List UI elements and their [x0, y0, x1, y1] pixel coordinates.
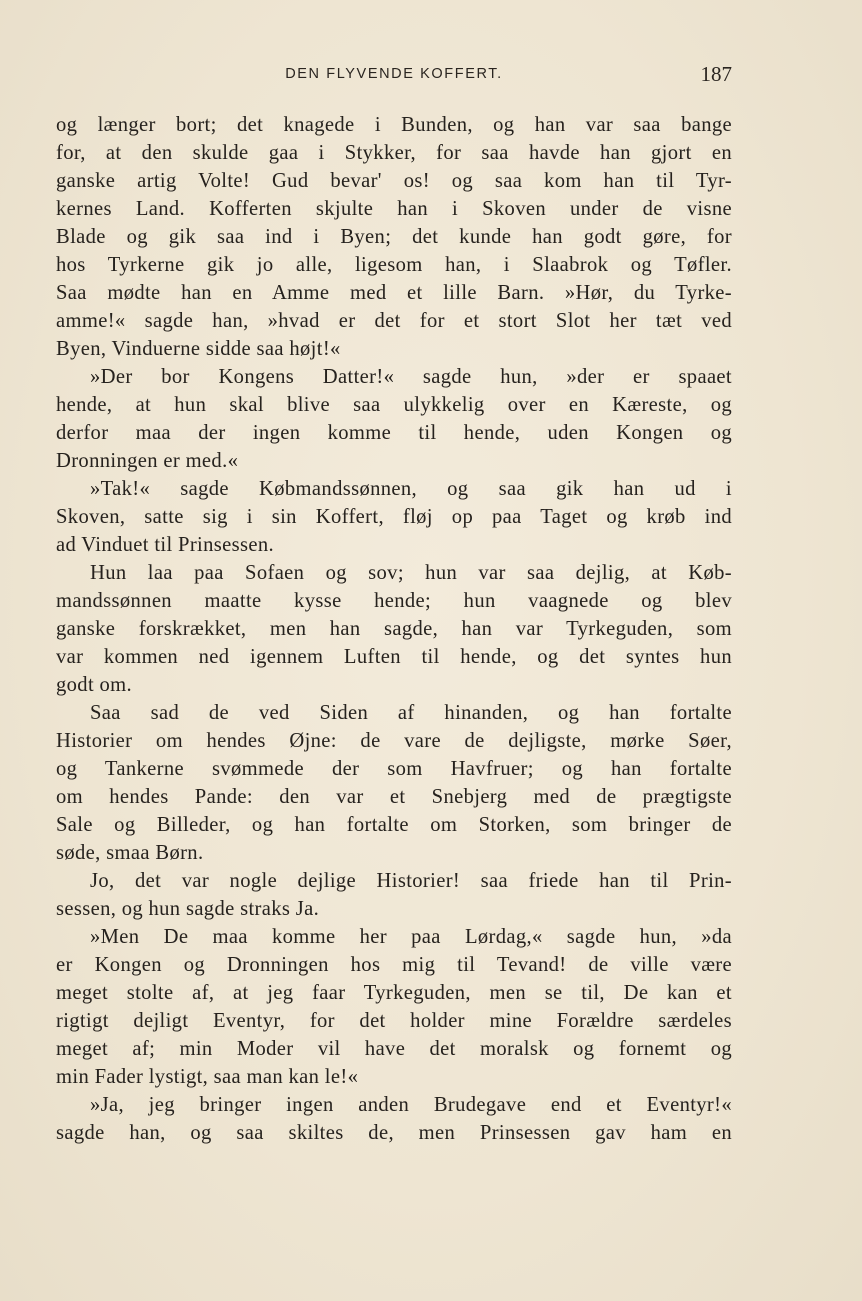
text-line: mandssønnen maatte kysse hende; hun vaagnede og blev	[56, 590, 732, 612]
text-line: godt om.	[56, 674, 133, 696]
text-line: søde, smaa Børn.	[56, 842, 204, 864]
text-line: og Tankerne svømmede der som Havfruer; og han fortalte	[56, 758, 732, 780]
text-line: Byen, Vinduerne sidde saa højt!«	[56, 338, 341, 360]
text-line: min Fader lystigt, saa man kan le!«	[56, 1066, 359, 1088]
text-line: Sale og Billeder, og han fortalte om Storken, som bringer de	[56, 814, 732, 836]
text-line: ad Vinduet til Prinsessen.	[56, 534, 274, 556]
text-line: rigtigt dejligt Eventyr, for det holder mine Forældre særdeles	[56, 1010, 732, 1032]
text-line: sagde han, og saa skiltes de, men Prinsessen gav ham en	[56, 1122, 732, 1144]
text-line: amme!« sagde han, »hvad er det for et stort Slot her tæt ved	[56, 310, 732, 332]
text-line: Hun laa paa Sofaen og sov; hun var saa dejlig, at Køb-	[90, 562, 732, 584]
page-header	[56, 62, 732, 86]
text-line: og længer bort; det knagede i Bunden, og han var saa bange	[56, 114, 732, 136]
text-line: »Ja, jeg bringer ingen anden Brudegave end et Eventyr!«	[90, 1094, 732, 1116]
text-line: »Men De maa komme her paa Lørdag,« sagde hun, »da	[90, 926, 732, 948]
text-line: derfor maa der ingen komme til hende, uden Kongen og	[56, 422, 732, 444]
text-line: Jo, det var nogle dejlige Historier! saa friede han til Prin-	[90, 870, 732, 892]
body-text	[56, 111, 732, 1147]
text-line: Skoven, satte sig i sin Koffert, fløj op paa Taget og krøb ind	[56, 506, 732, 528]
text-line: meget af; min Moder vil have det moralsk og fornemt og	[56, 1038, 732, 1060]
text-line: Blade og gik saa ind i Byen; det kunde han godt gøre, for	[56, 226, 732, 248]
text-line: hende, at hun skal blive saa ulykkelig over en Kæreste, og	[56, 394, 732, 416]
text-line: Dronningen er med.«	[56, 450, 239, 472]
text-line: hos Tyrkerne gik jo alle, ligesom han, i Slaabrok og Tøfler.	[56, 254, 732, 276]
text-line: Saa mødte han en Amme med et lille Barn. »Hør, du Tyrke-	[56, 282, 732, 304]
text-line: var kommen ned igennem Luften til hende, og det syntes hun	[56, 646, 732, 668]
text-line: »Tak!« sagde Købmandssønnen, og saa gik han ud i	[90, 478, 732, 500]
text-line: er Kongen og Dronningen hos mig til Tevand! de ville være	[56, 954, 732, 976]
text-line: kernes Land. Kofferten skjulte han i Skoven under de visne	[56, 198, 732, 220]
text-line: meget stolte af, at jeg faar Tyrkeguden, men se til, De kan et	[56, 982, 732, 1004]
running-title: DEN FLYVENDE KOFFERT.	[285, 66, 503, 82]
text-line: Saa sad de ved Siden af hinanden, og han fortalte	[90, 702, 732, 724]
text-line: sessen, og hun sagde straks Ja.	[56, 898, 320, 920]
text-line: om hendes Pande: den var et Snebjerg med de prægtigste	[56, 786, 732, 808]
text-line: Historier om hendes Øjne: de vare de dejligste, mørke Søer,	[56, 730, 732, 752]
text-line: for, at den skulde gaa i Stykker, for saa havde han gjort en	[56, 142, 732, 164]
text-line: »Der bor Kongens Datter!« sagde hun, »der er spaaet	[90, 366, 732, 388]
text-line: ganske artig Volte! Gud bevar' os! og saa kom han til Tyr-	[56, 170, 732, 192]
page-number: 187	[700, 62, 732, 86]
text-line: ganske forskrækket, men han sagde, han var Tyrkeguden, som	[56, 618, 732, 640]
